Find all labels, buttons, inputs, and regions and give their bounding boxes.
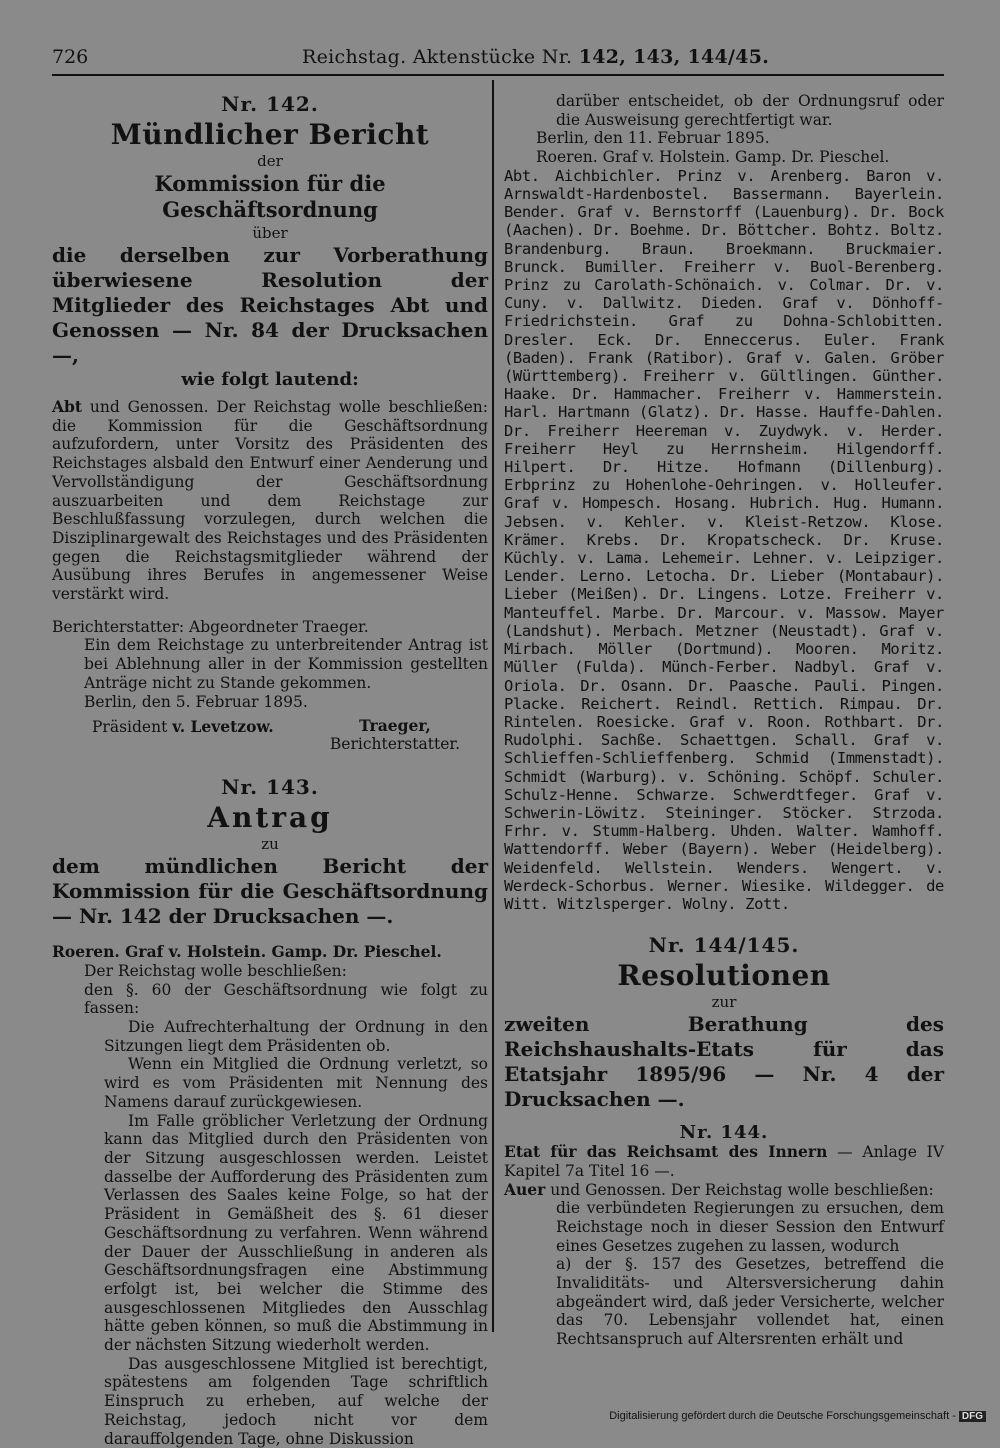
motion-lead-144: Auer: [504, 1179, 546, 1199]
president-label: Präsident: [92, 718, 168, 737]
request-text: Ein dem Reichstage zu unterbreitender Antrag ist bei Ablehnung aller in der Kommission gestellten Anträge nicht zu Stande gekommen.: [84, 636, 488, 692]
subject-143: dem mündlichen Bericht der Kommission für die Geschäftsordnung — Nr. 142 der Drucksachen —.: [52, 854, 488, 929]
column-divider: [492, 80, 494, 1332]
clause-143: den §. 60 der Geschäftsordnung wie folgt zu fassen:: [84, 980, 488, 1018]
motion-text-142: und Genossen. Der Reichstag wolle beschließen: die Kommission für die Geschäftsordnung aufzufordern, unter Vorsitz des Präsidenten des Reichstages alsbald den Entwurf einer Aenderung und Vervollständigung der Geschäftsordnung auszuarbeiten und dem Reichstage zur Beschlußfassung vorzulegen, durch welchen die Disziplinargewalt des Reichstages und des Präsidenten gegen die Reichstagsmitglieder während der Ausübung ihres Berufes in angemessener Weise verstärkt wird.: [52, 398, 488, 604]
motion-144: [504, 1181, 944, 1200]
resolution-text: die verbündeten Regierungen zu ersuchen, dem Reichstage noch in dieser Session den Entwurf eines Gesetzes zugehen zu lassen, wodurch: [556, 1199, 944, 1255]
footer-credit: [609, 1410, 986, 1422]
page-number: 726: [52, 46, 89, 68]
running-head-numbers: 142, 143, 144/45.: [578, 46, 770, 68]
connector-zur: zur: [711, 993, 737, 1012]
section-title-143: Antrag: [207, 801, 333, 835]
running-head: [302, 46, 769, 68]
connector-ueber: über: [252, 224, 288, 242]
intro-143: Der Reichstag wolle beschließen:: [84, 961, 347, 980]
date-142: Berlin, den 5. Februar 1895.: [84, 692, 308, 711]
motion-lead-142: Abt: [52, 397, 83, 416]
section-title-144-145: Resolutionen: [617, 959, 831, 993]
etat-bold: Etat für das Reichsamt des Innern: [504, 1142, 828, 1162]
president-name: v. Levetzow.: [172, 717, 274, 737]
etat-rest: — Anlage IV Kapitel 7a Titel 16 —.: [504, 1143, 944, 1180]
paragraph-4-continued: darüber entscheidet, ob der Ordnungsruf oder die Ausweisung gerechtfertigt war.: [556, 92, 944, 129]
etat-line: [504, 1143, 944, 1180]
reporter-line: Berichterstatter: Abgeordneter Traeger.: [52, 617, 369, 636]
reporter-name: Traeger,: [359, 716, 431, 736]
section-number-142: Nr. 142.: [221, 92, 319, 116]
president-signature: [92, 717, 274, 736]
date-143: Berlin, den 11. Februar 1895.: [536, 129, 770, 148]
section-number-144-145: Nr. 144/145.: [648, 933, 800, 958]
commission-heading: Kommission für die Geschäftsordnung: [154, 171, 386, 222]
section-number-143: Nr. 143.: [221, 775, 319, 800]
paragraph-1: Die Aufrechterhaltung der Ordnung in den Sitzungen liegt dem Präsidenten ob.: [104, 1018, 488, 1055]
motion-text-144: und Genossen. Der Reichstag wolle beschließen:: [545, 1180, 934, 1199]
signers-repeat-143: Roeren. Graf v. Holstein. Gamp. Dr. Pieschel.: [536, 148, 890, 167]
right-column: [504, 92, 944, 1349]
dfg-logo: DFG: [959, 1411, 986, 1422]
signers-143: Roeren. Graf v. Holstein. Gamp. Dr. Pieschel.: [52, 942, 442, 962]
signature-row-142: [52, 717, 488, 755]
subject-142: die derselben zur Vorberathung überwiesene Resolution der Mitglieder des Reichstages Abt und Genossen — Nr. 84 der Drucksachen —,: [52, 243, 488, 367]
paragraph-2: Wenn ein Mitglied die Ordnung verletzt, so wird es vom Präsidenten mit Nennung des Namens darauf zurückgewiesen.: [104, 1055, 488, 1111]
motion-142: [52, 398, 488, 604]
subject-144: zweiten Berathung des Reichshaushalts-Etats für das Etatsjahr 1895/96 — Nr. 4 der Drucksachen —.: [504, 1012, 944, 1112]
section-title-142: Mündlicher Bericht: [110, 118, 430, 151]
footer-text: Digitalisierung gefördert durch die Deutsche Forschungsgemeinschaft -: [609, 1410, 956, 1422]
sub-number-144: Nr. 144.: [679, 1122, 769, 1144]
folgt-lautend: wie folgt lautend:: [181, 369, 359, 390]
paragraph-4: Das ausgeschlossene Mitglied ist berechtigt, spätestens am folgenden Tage schriftlich Einspruch zu erheben, auf welche der Reichstag, jedoch nicht vor dem darauffolgenden Tage, ohne Diskussion: [104, 1354, 488, 1448]
connector-der: der: [257, 152, 283, 170]
connector-zu: zu: [261, 835, 279, 854]
header-rule: [52, 74, 944, 76]
reporter-role: Berichterstatter.: [329, 735, 460, 754]
reporter-signature: [330, 717, 460, 753]
supporters-list: Abt. Aichbichler. Prinz v. Arenberg. Baron v. Arnswaldt-Hardenbostel. Bassermann. Bayerlein. Bender. Graf v. Bernstorff (Lauenburg). Dr. Bock (Aachen). Dr. Boehme. Dr. Böttcher. Bohtz. Boltz. Brandenburg. Braun. Broekmann. Bruckmaier. Brunck. Bumiller. Freiherr v. Buol-Berenberg. Prinz zu Carolath-Schönaich. v. Colmar. Dr. v. Cuny. v. Dallwitz. Dieden. Graf v. Dönhoff-Friedrichstein. Graf zu Dohna-Schlobitten. Dresler. Eck. Dr. Enneccerus. Euler. Frank (Baden). Frank (Ratibor). Graf v. Galen. Gröber (Württemberg). Freiherr v. Gültlingen. Günther. Haake. Dr. Hammacher. Freiherr v. Hammerstein. Harl. Hartmann (Glatz). Dr. Hasse. Hauffe-Dahlen. Dr. Freiherr Heereman v. Zuydwyk. v. Herder. Freiherr Heyl zu Herrnsheim. Hilgendorff. Hilpert. Dr. Hitze. Hofmann (Dillenburg). Erbprinz zu Hohenlohe-Oehringen. v. Holleufer. Graf v. Hompesch. Hosang. Hubrich. Hug. Humann. Jebsen. v. Kehler. v. Kleist-Retzow. Klose. Krämer. Krebs. Dr. Kropatscheck. Dr. Kruse. Küchly. v. Lama. Lehemeir. Lehner. v. Leipziger. Lender. Lerno. Letocha. Dr. Lieber (Montabaur). Lieber (Meißen). Dr. Lingens. Lotze. Freiherr v. Manteuffel. Marbe. Dr. Marcour. v. Massow. Mayer (Landshut). Merbach. Metzner (Neustadt). Graf v. Mirbach. Möller (Dortmund). Mooren. Moritz. Müller (Fulda). Münch-Ferber. Nadbyl. Graf v. Oriola. Dr. Osann. Dr. Paasche. Pauli. Pingen. Placke. Reichert. Reindl. Rettich. Rimpau. Dr. Rintelen. Roesicke. Graf v. Roon. Rothbart. Dr. Rudolphi. Sachße. Schaettgen. Schall. Graf v. Schlieffen-Schlieffenberg. Schmid (Immenstadt). Schmidt (Warburg). v. Schöning. Schöpf. Schuler. Schulz-Henne. Schwarze. Schwerdtfeger. Graf v. Schwerin-Löwitz. Steininger. Stöcker. Strzoda. Frhr. v. Stumm-Halberg. Uhden. Walter. Wamhoff. Wattendorff. Weber (Bayern). Weber (Heidelberg). Weidenfeld. Wellstein. Wenders. Wengert. v. Werdeck-Schorbus. Werner. Wiesike. Wildegger. de Witt. Witzlsperger. Wolny. Zott.: [504, 166, 944, 913]
paragraph-3: Im Falle gröblicher Verletzung der Ordnung kann das Mitglied durch den Präsidenten von der Sitzung ausgeschlossen werden. Leistet dasselbe der Aufforderung des Präsidenten zum Verlassen des Saales keine Folge, so hat der Präsident in Gemäßheit des §. 61 dieser Geschäftsordnung zu verfahren. Wenn während der Dauer der Ausschließung in anderen als Geschäftsordnungsfragen eine Abstimmung erfolgt ist, bei welcher die Stimme des ausgeschlossenen Mitgliedes den Ausschlag hätte geben können, so muß die Abstimmung in der nächsten Sitzung wiederholt werden.: [104, 1111, 488, 1355]
left-column: [52, 92, 488, 1448]
page-header: [52, 44, 944, 74]
resolution-item-a: a) der §. 157 des Gesetzes, betreffend die Invaliditäts- und Altersversicherung dahin abgeändert wird, daß jeder Versicherte, welcher das 70. Lebensjahr vollendet hat, einen Rechtsanspruch auf Altersrenten erhält und: [556, 1255, 944, 1349]
running-head-text: Reichstag. Aktenstücke Nr.: [302, 46, 573, 68]
